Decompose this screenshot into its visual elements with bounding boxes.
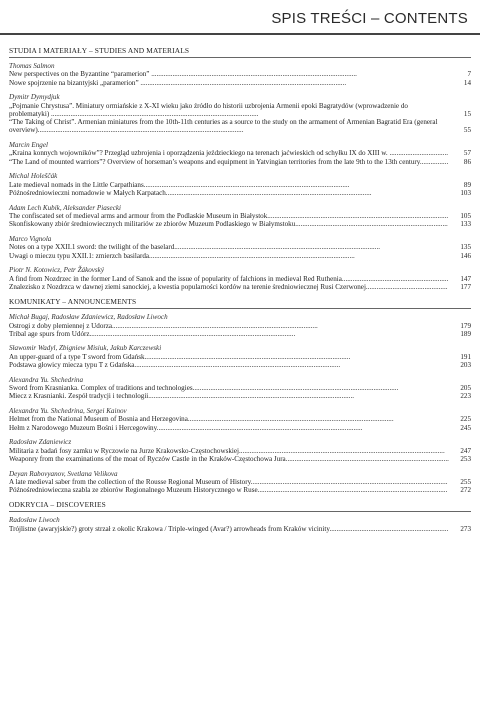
page-header: [0, 0, 480, 36]
page-number: 105: [460, 212, 471, 221]
article-title: Notes on a type XXII.1 sword: the twilight of the baselard....................................................................................................................: [9, 243, 381, 252]
article-title: Weaponry from the examinations of the moat of Ryczów Castle in the Kraków-Częstochowa Jura............................................................................................: [9, 454, 449, 463]
article-title: Znalezisko z Nozdrzca w dawnej ziemi sanockiej, a kwestia popularności kordów na terenie średniowiecznej Rusi Czerwonej..............................................: [9, 282, 448, 291]
page-number: 86: [463, 157, 471, 166]
entry-author: Radosław Liwoch: [9, 516, 60, 525]
page-number: 253: [460, 454, 471, 463]
article-title: Hełm z Narodowego Muzeum Bośni i Hercegowiny....................................................................................................................: [9, 423, 363, 432]
section-heading: ODKRYCIA – DISCOVERIES: [9, 500, 471, 512]
page-number: 133: [460, 220, 471, 229]
article-line[interactable]: [9, 118, 471, 134]
article-title: Sword from Krasnianka. Complex of traditions and technologies....................................................................................................................: [9, 384, 399, 393]
entry-author: Sławomir Wadyl, Zbigniew Misiuk, Jakub Karczewski: [9, 344, 162, 353]
article-line[interactable]: [9, 353, 471, 361]
article-line[interactable]: [9, 384, 471, 392]
article-line[interactable]: [9, 478, 471, 486]
article-line[interactable]: [9, 212, 471, 220]
entry-author: Deyan Rabovyanov, Svetlana Velikova: [9, 469, 118, 478]
article-line[interactable]: [9, 283, 471, 291]
article-line[interactable]: [9, 424, 471, 432]
article-line[interactable]: [9, 149, 471, 157]
article-title: Miecz z Krasnianki. Zespół tradycji i technologii....................................................................................................................: [9, 392, 354, 401]
toc-entry: [9, 235, 471, 260]
page-number: 55: [463, 126, 471, 135]
article-title: Skonfiskowany zbiór średniowiecznych militariów ze zbiorów Muzeum Podlaskiego w Białymstoku......................................................................................: [9, 220, 448, 229]
article-title: Trójlistne (awaryjskie?) groty strzał z okolic Krakowa / Triple-winged (Avar?) arrowheads from Kraków vicinity...................................................................: [9, 524, 449, 533]
toc-entry: [9, 344, 471, 369]
page-number: 189: [460, 329, 471, 338]
entry-author: Marco Vignola: [9, 234, 52, 243]
article-title: “The Land of mounted warriors”? Overview of horseman’s weapons and equipment in Yatvingian territories from the late 9th to the 13th century................: [9, 157, 449, 166]
entry-author: Thomas Salmon: [9, 62, 55, 70]
toc-entry: [9, 266, 471, 291]
article-line[interactable]: [9, 70, 471, 78]
article-title: Późnośredniowieczni nomadowie w Małych Karpatach....................................................................................................................: [9, 188, 372, 197]
page-number: 223: [460, 392, 471, 401]
entry-author: Piotr N. Kotowicz, Petr Žákovský: [9, 266, 104, 275]
article-line[interactable]: [9, 158, 471, 166]
page-number: 103: [460, 188, 471, 197]
entry-author: Radosław Zdaniewicz: [9, 438, 72, 447]
entry-author: Michał Bugaj, Radosław Zdaniewicz, Radosław Liwoch: [9, 313, 168, 322]
page-number: 14: [463, 78, 471, 87]
article-title: Late medieval nomads in the Little Carpathians....................................................................................................................: [9, 180, 350, 189]
article-line[interactable]: [9, 447, 471, 455]
article-line[interactable]: [9, 361, 471, 369]
article-line[interactable]: [9, 392, 471, 400]
article-title: The confiscated set of medieval arms and armour from the Podlaskie Museum in Białystok......................................................................................................: [9, 212, 449, 221]
page-number: 89: [463, 180, 471, 189]
page-number: 7: [467, 70, 471, 79]
article-line[interactable]: [9, 79, 471, 87]
article-title: Nowe spojrzenie na bizantyjski „paramerion” ....................................................................................................................: [9, 78, 347, 87]
section-heading: KOMUNIKATY – ANNOUNCEMENTS: [9, 297, 471, 309]
page-number: 273: [460, 524, 471, 533]
page-number: 272: [460, 486, 471, 495]
entry-author: Alexandra Yu. Shchedrina: [9, 375, 84, 384]
page-number: 57: [463, 149, 471, 158]
article-line[interactable]: [9, 243, 471, 251]
page-number: 179: [460, 321, 471, 330]
article-line[interactable]: [9, 415, 471, 423]
page-number: 15: [463, 109, 471, 118]
article-line[interactable]: [9, 102, 471, 118]
article-title: Podstawa głowicy miecza typu T z Gdańska....................................................................................................................: [9, 361, 341, 370]
section-heading: STUDIA I MATERIAŁY – STUDIES AND MATERIALS: [9, 46, 471, 58]
entry-author: Adam Lech Kubik, Aleksander Piasecki: [9, 203, 121, 212]
toc-entry: [9, 313, 471, 338]
entry-author: Marcin Engel: [9, 141, 48, 150]
table-of-contents: [9, 46, 471, 533]
page-number: 146: [460, 251, 471, 260]
page-number: 177: [460, 282, 471, 291]
article-title: Tribal age spurs from Udórz....................................................................................................................: [9, 329, 296, 338]
page-number: 247: [460, 446, 471, 455]
article-title: „Kraina konnych wojowników”? Przegląd uzbrojenia i oporządzenia jeździeckiego na terenach jaćwieskich od schyłku IX do XIII w. .................................: [9, 149, 449, 158]
toc-entry: [9, 141, 471, 166]
article-title: New perspectives on the Byzantine “paramerion” ....................................................................................................................: [9, 70, 357, 79]
toc-entry: [9, 438, 471, 463]
article-title: A late medieval saber from the collection of the Rousse Regional Museum of History...............................................................................................................: [9, 478, 448, 487]
article-title: Uwagi o mieczu typu XXII.1: zmierzch basilarda....................................................................................................................: [9, 251, 355, 260]
entry-author: Michal Holeščák: [9, 172, 58, 181]
article-line[interactable]: [9, 275, 471, 283]
toc-entry: [9, 93, 471, 134]
article-title: “The Taking of Christ”. Armenian miniatures from the 10th-11th centuries as a source to the study on the armament of Armenian Bagratid Era (general overview)....................................................................................................................: [9, 118, 438, 135]
header-rule: [0, 33, 480, 35]
article-line[interactable]: [9, 189, 471, 197]
article-title: A find from Nozdrzec in the former Land of Sanok and the issue of popularity of falchions in medieval Red Ruthenia............................................................: [9, 274, 449, 283]
page-title: SPIS TREŚCI – CONTENTS: [271, 10, 468, 27]
article-line[interactable]: [9, 330, 471, 338]
article-line[interactable]: [9, 455, 471, 463]
toc-entry: [9, 204, 471, 229]
article-line[interactable]: [9, 252, 471, 260]
article-line[interactable]: [9, 486, 471, 494]
entry-author: Alexandra Yu. Shchedrina, Sergei Kainov: [9, 407, 127, 416]
toc-entry: [9, 516, 471, 533]
page-number: 147: [460, 274, 471, 283]
page-number: 205: [460, 384, 471, 393]
article-line[interactable]: [9, 220, 471, 228]
entry-author: Dymitr Dymydjuk: [9, 93, 60, 102]
article-line[interactable]: [9, 181, 471, 189]
article-title: Późnośredniowieczna szabla ze zbiorów Regionalnego Muzeum Historycznego w Ruse...........................................................................................................: [9, 486, 448, 495]
toc-entry: [9, 470, 471, 495]
article-line[interactable]: [9, 525, 471, 533]
toc-entry: [9, 62, 471, 87]
page-number: 135: [460, 243, 471, 252]
page-number: 191: [460, 352, 471, 361]
article-title: An upper-guard of a type T sword from Gdańsk....................................................................................................................: [9, 352, 351, 361]
toc-entry: [9, 172, 471, 197]
toc-entry: [9, 407, 471, 432]
page-number: 245: [460, 423, 471, 432]
page-number: 203: [460, 361, 471, 370]
article-title: Militaria z badań fosy zamku w Ryczowie na Jurze Krakowsko-Częstochowskiej....................................................................................................................: [9, 446, 445, 455]
page-number: 255: [460, 478, 471, 487]
toc-entry: [9, 376, 471, 401]
page-number: 225: [460, 415, 471, 424]
article-title: Ostrogi z doby plemiennej z Udorza....................................................................................................................: [9, 321, 318, 330]
article-title: „Pojmanie Chrystusa”. Miniatury ormiańskie z X-XI wieku jako źródło do historii uzbrojenia Armenii epoki Bagratydów (wprowadzenie do problematyki) .....................................................................................................................: [9, 101, 408, 118]
article-title: Helmet from the National Museum of Bosnia and Herzegovina....................................................................................................................: [9, 415, 394, 424]
article-line[interactable]: [9, 322, 471, 330]
